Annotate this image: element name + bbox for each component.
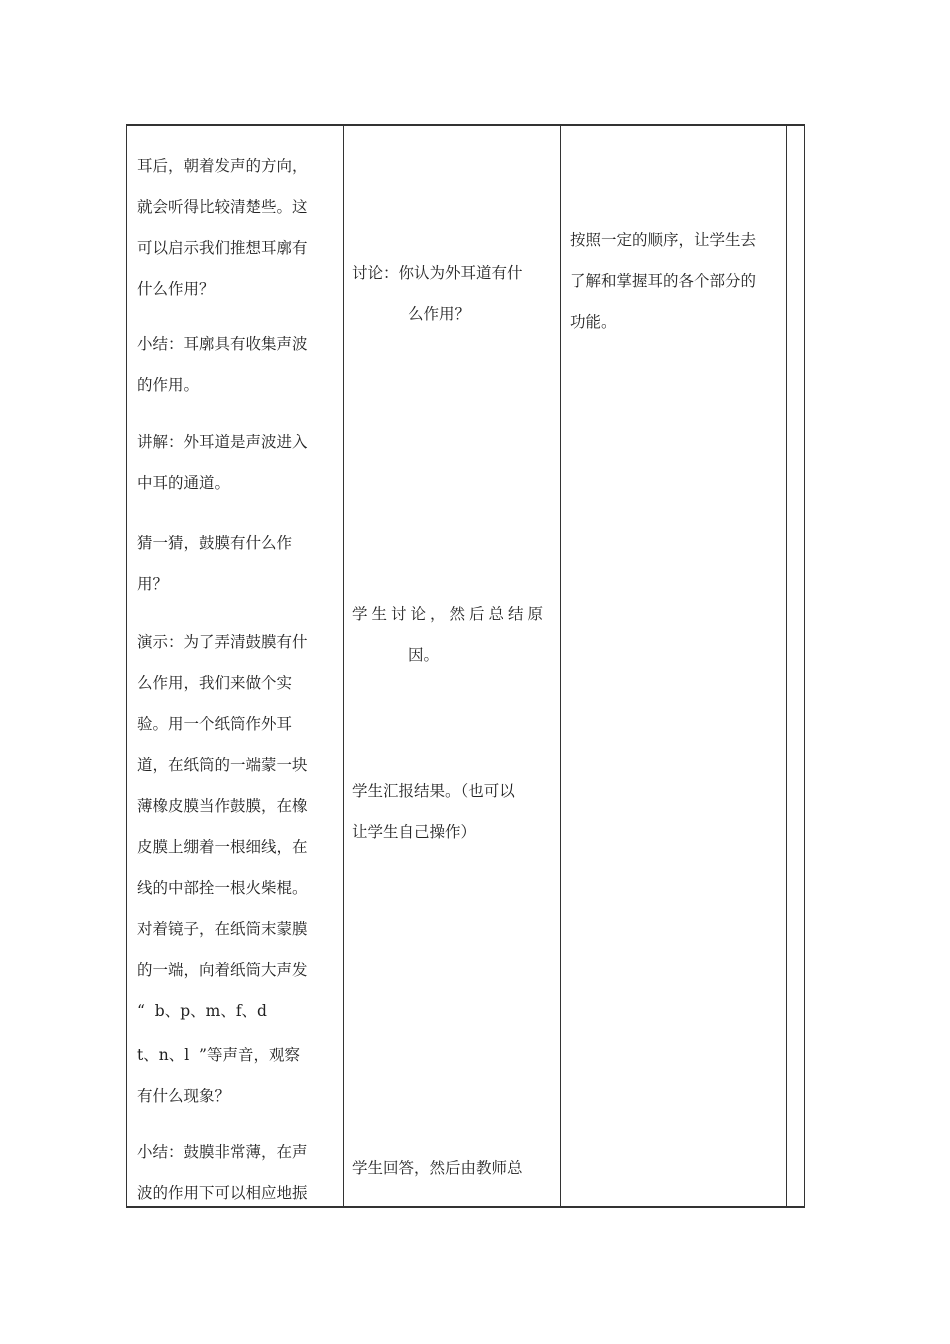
- text-line: 什么作用？: [137, 280, 215, 298]
- text-line: 波的作用下可以相应地振: [137, 1184, 308, 1202]
- text-line: 中耳的通道。: [137, 474, 231, 492]
- column-divider-3: [786, 126, 787, 1206]
- text-line: 皮膜上绷着一根细线，在: [137, 838, 308, 856]
- text-line: 有什么现象？: [137, 1087, 231, 1105]
- text-line: 线的中部拴一根火柴棍。: [137, 879, 308, 897]
- text-line: 按照一定的顺序，让学生去: [570, 231, 757, 249]
- text-line: 用？: [137, 575, 169, 593]
- text-line: 就会听得比较清楚些。这: [137, 198, 308, 216]
- text-line: 道，在纸筒的一端蒙一块: [137, 756, 308, 774]
- text-line: 猜一猜，鼓膜有什么作: [137, 534, 293, 552]
- text-line: 功能。: [570, 313, 617, 331]
- text-line: 小结：鼓膜非常薄，在声: [137, 1143, 308, 1161]
- text-line: 对着镜子，在纸筒末蒙膜: [137, 920, 308, 938]
- text-line: 么作用，我们来做个实: [137, 674, 293, 692]
- student-activity-column: [344, 126, 560, 1206]
- text-line: 学生讨论，然后总结原: [352, 605, 548, 623]
- text-line: 薄橡皮膜当作鼓膜，在橡: [137, 797, 308, 815]
- text-line: “ b、p、m、f、d: [137, 1002, 267, 1020]
- text-line: 因。: [408, 646, 440, 664]
- text-line: 让学生自己操作）: [352, 823, 477, 841]
- text-line: 了解和掌握耳的各个部分的: [570, 272, 757, 290]
- text-line: 么作用？: [408, 305, 471, 323]
- text-line: t、n、l ”等声音，观察: [137, 1046, 300, 1064]
- design-intent-column: [561, 126, 786, 1206]
- text-line: 学生回答，然后由教师总: [352, 1159, 523, 1177]
- text-line: 耳后，朝着发声的方向，: [137, 157, 308, 175]
- text-line: 的一端，向着纸筒大声发: [137, 961, 308, 979]
- lesson-table: [126, 124, 805, 1208]
- teacher-activity-column: [127, 126, 343, 1206]
- text-line: 可以启示我们推想耳廓有: [137, 239, 308, 257]
- text-line: 学生汇报结果。（也可以: [352, 782, 515, 800]
- text-line: 小结：耳廓具有收集声波: [137, 335, 308, 353]
- text-line: 讨论：你认为外耳道有什: [352, 264, 523, 282]
- text-line: 的作用。: [137, 376, 200, 394]
- text-line: 讲解：外耳道是声波进入: [137, 433, 308, 451]
- text-line: 验。用一个纸筒作外耳: [137, 715, 293, 733]
- text-line: 演示：为了弄清鼓膜有什: [137, 633, 308, 651]
